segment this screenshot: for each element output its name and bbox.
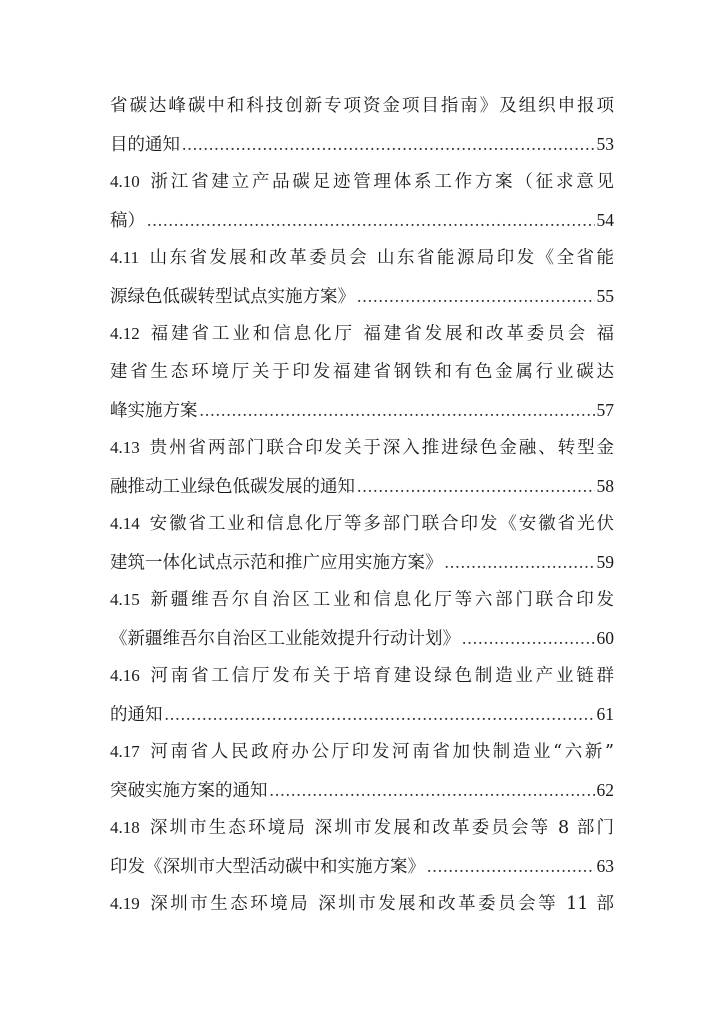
dot-leader xyxy=(270,770,595,810)
toc-entry-4-19[interactable] xyxy=(110,884,614,924)
toc-entry-text: 河南省工信厅发布关于培育建设绿色制造业产业链群 xyxy=(147,666,614,686)
toc-entry-text: 安徽省工业和信息化厅等多部门联合印发《安徽省光伏 xyxy=(147,514,614,534)
toc-entry-4-12-cont[interactable] xyxy=(110,390,614,430)
toc-entry-4-10[interactable] xyxy=(110,162,614,202)
toc-entry-text: 浙江省建立产品碳足迹管理体系工作方案（征求意见 xyxy=(147,172,614,192)
toc-entry-number: 4.15 xyxy=(110,590,140,609)
toc-entry-number: 4.19 xyxy=(110,894,140,913)
toc-entry-4-13-cont[interactable] xyxy=(110,466,614,506)
toc-page-number: 57 xyxy=(596,400,614,420)
toc-entry-text: 峰实施方案 xyxy=(110,401,198,421)
toc-entry-number: 4.16 xyxy=(110,666,140,685)
toc-entry-4-18-cont[interactable] xyxy=(110,846,614,886)
toc-entry-4-13[interactable] xyxy=(110,428,614,468)
toc-entry-text: 山东省发展和改革委员会 山东省能源局印发《全省能 xyxy=(147,248,614,268)
toc-page-number: 63 xyxy=(596,856,614,876)
toc-entry-number: 4.18 xyxy=(110,818,140,837)
toc-page-number: 55 xyxy=(596,286,614,306)
toc-entry-text: 源绿色低碳转型试点实施方案》 xyxy=(110,287,355,307)
toc-entry-4-17-cont[interactable] xyxy=(110,770,614,810)
dot-leader xyxy=(357,276,595,316)
toc-entry-text: 贵州省两部门联合印发关于深入推进绿色金融、转型金 xyxy=(147,438,614,458)
toc-line xyxy=(110,352,614,392)
dot-leader xyxy=(165,694,595,734)
toc-entry-text: 深圳市生态环境局 深圳市发展和改革委员会等 8 部门 xyxy=(147,818,614,838)
toc-entry-text: 稿） xyxy=(110,211,145,231)
toc-page-number: 61 xyxy=(596,704,614,724)
toc-entry-text: 河南省人民政府办公厅印发河南省加快制造业“六新” xyxy=(147,742,614,762)
toc-entry-text: 突破实施方案的通知 xyxy=(110,781,268,801)
toc-line xyxy=(110,86,614,126)
toc-entry-number: 4.10 xyxy=(110,172,140,191)
toc-entry-number: 4.14 xyxy=(110,514,140,533)
toc-entry-number: 4.11 xyxy=(110,248,140,267)
toc-entry-text: 新疆维吾尔自治区工业和信息化厅等六部门联合印发 xyxy=(147,590,614,610)
toc-entry-text: 建省生态环境厅关于印发福建省钢铁和有色金属行业碳达 xyxy=(110,362,614,382)
toc-entry-text: 的通知 xyxy=(110,705,163,725)
dot-leader xyxy=(462,618,595,658)
toc-entry-4-15-cont[interactable] xyxy=(110,618,614,658)
dot-leader xyxy=(182,124,595,164)
toc-page-number: 60 xyxy=(596,628,614,648)
toc-entry-text: 融推动工业绿色低碳发展的通知 xyxy=(110,477,355,497)
toc-entry-text: 目的通知 xyxy=(110,135,180,155)
toc-entry-4-12[interactable] xyxy=(110,314,614,354)
toc-entry-4-15[interactable] xyxy=(110,580,614,620)
toc-entry-text: 《新疆维吾尔自治区工业能效提升行动计划》 xyxy=(110,629,460,649)
toc-page-number: 54 xyxy=(596,210,614,230)
toc-entry-4-16-cont[interactable] xyxy=(110,694,614,734)
toc-entry-4-14[interactable] xyxy=(110,504,614,544)
toc-entry-4-14-cont[interactable] xyxy=(110,542,614,582)
dot-leader xyxy=(445,542,595,582)
toc-page-number: 53 xyxy=(596,134,614,154)
toc-entry-text: 省碳达峰碳中和科技创新专项资金项目指南》及组织申报项 xyxy=(110,96,614,116)
dot-leader xyxy=(427,846,595,886)
toc-entry-number: 4.12 xyxy=(110,324,140,343)
toc-entry-4-10-cont[interactable] xyxy=(110,200,614,240)
toc-page-number: 62 xyxy=(596,780,614,800)
toc-entry-4-11[interactable] xyxy=(110,238,614,278)
toc-entry-number: 4.17 xyxy=(110,742,140,761)
dot-leader xyxy=(200,390,595,430)
toc-entry-4-16[interactable] xyxy=(110,656,614,696)
toc-entry-text: 福建省工业和信息化厅 福建省发展和改革委员会 福 xyxy=(147,324,614,344)
toc-page-number: 58 xyxy=(596,476,614,496)
toc-entry-4-17[interactable] xyxy=(110,732,614,772)
dot-leader xyxy=(357,466,595,506)
toc-entry-4-18[interactable] xyxy=(110,808,614,848)
toc-entry-number: 4.13 xyxy=(110,438,140,457)
toc-entry-continued[interactable] xyxy=(110,124,614,164)
toc-entry-text: 印发《深圳市大型活动碳中和实施方案》 xyxy=(110,857,425,877)
toc-entry-text: 建筑一体化试点示范和推广应用实施方案》 xyxy=(110,553,443,573)
toc-entry-text: 深圳市生态环境局 深圳市发展和改革委员会等 11 部 xyxy=(147,894,614,914)
toc-entry-4-11-cont[interactable] xyxy=(110,276,614,316)
dot-leader xyxy=(147,200,595,240)
toc-page-number: 59 xyxy=(596,552,614,572)
